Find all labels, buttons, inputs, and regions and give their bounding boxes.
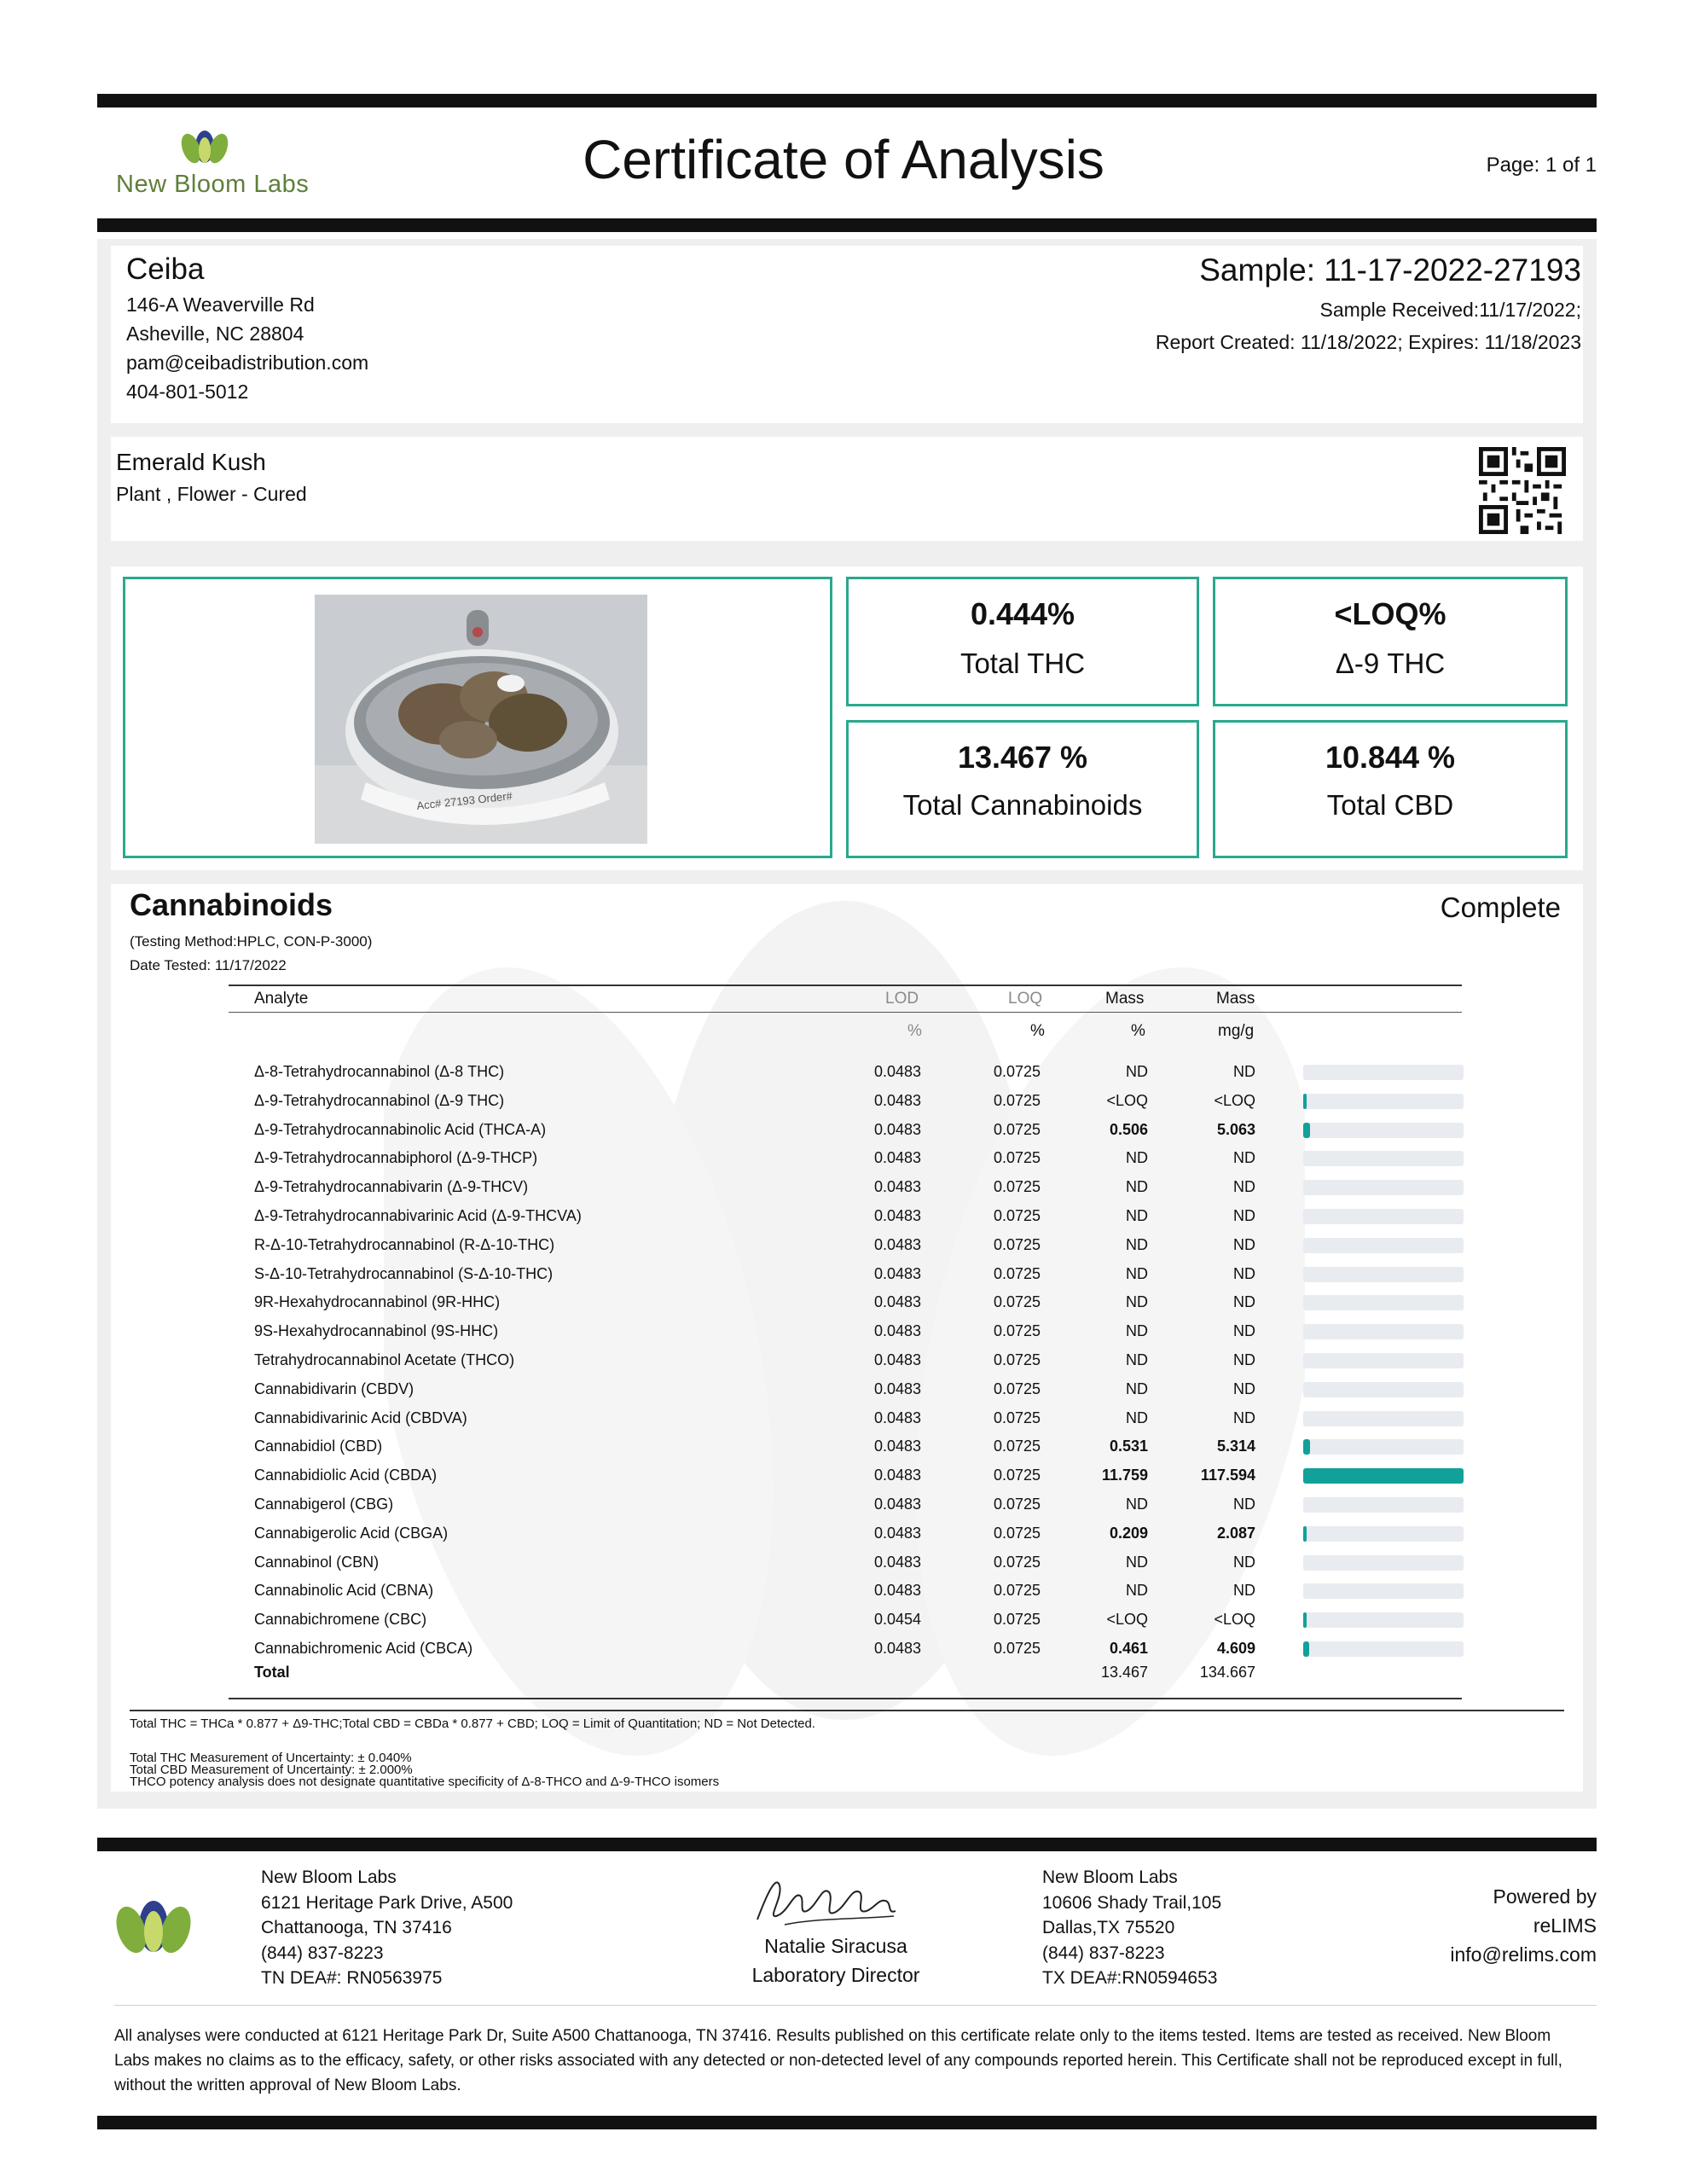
analyte-bar-track — [1303, 1468, 1464, 1484]
analyte-mass-pct: 0.506 — [1109, 1121, 1148, 1138]
analyte-loq: 0.0725 — [993, 1611, 1041, 1628]
analyte-bar-track — [1303, 1123, 1464, 1138]
analyte-bar-track — [1303, 1267, 1464, 1282]
unit-mass-pct: % — [1131, 1022, 1145, 1040]
col-lod: LOD — [885, 990, 919, 1008]
analyte-loq: 0.0725 — [993, 1496, 1041, 1513]
analyte-name: Δ-9-Tetrahydrocannabinolic Acid (THCA-A) — [254, 1121, 547, 1138]
analyte-bar-fill — [1303, 1641, 1309, 1657]
analyte-lod: 0.0483 — [873, 1351, 921, 1368]
lab2-line: Dallas,TX 75520 — [1042, 1918, 1175, 1937]
unit-mass-mg: mg/g — [1218, 1022, 1255, 1040]
analyte-lod: 0.0483 — [873, 1467, 921, 1484]
total-cbd-label: Total CBD — [1326, 789, 1454, 821]
analyte-name: Δ-9-Tetrahydrocannabivarinic Acid (Δ-9-THCVA) — [254, 1207, 582, 1224]
lab2-line: New Bloom Labs — [1042, 1867, 1178, 1887]
analyte-mass-pct: ND — [1126, 1207, 1148, 1224]
analyte-loq: 0.0725 — [993, 1236, 1041, 1253]
analyte-name: Cannabigerolic Acid (CBGA) — [254, 1525, 449, 1542]
total-row-pct: 13.467 — [1100, 1664, 1148, 1681]
disclaimer-rule — [114, 2005, 1597, 2006]
analyte-lod: 0.0483 — [873, 1409, 921, 1426]
powered-by-label: Powered by — [1493, 1885, 1597, 1908]
analyte-mass-pct: 11.759 — [1101, 1467, 1148, 1484]
analyte-mass-mg: ND — [1233, 1063, 1255, 1080]
analyte-mass-pct: 0.531 — [1109, 1438, 1148, 1455]
lab1-address — [261, 1865, 513, 1991]
analyte-mass-mg: ND — [1233, 1207, 1255, 1224]
total-cbd-box — [1213, 720, 1568, 858]
analyte-mass-mg: ND — [1233, 1149, 1255, 1166]
analyte-loq: 0.0725 — [993, 1121, 1041, 1138]
analyte-bar-track — [1303, 1353, 1464, 1368]
analyte-mass-pct: ND — [1126, 1322, 1148, 1339]
analyte-lod: 0.0483 — [873, 1149, 921, 1166]
analyte-loq: 0.0725 — [993, 1582, 1041, 1599]
analyte-loq: 0.0725 — [993, 1525, 1041, 1542]
total-cbd-value: 10.844 % — [1325, 740, 1456, 775]
logo-text: New Bloom Labs — [116, 171, 310, 198]
analyte-bar-fill — [1303, 1439, 1310, 1455]
analyte-name: Tetrahydrocannabinol Acetate (THCO) — [254, 1351, 515, 1368]
analyte-bar-track — [1303, 1411, 1464, 1426]
cannabinoids-title: Cannabinoids — [130, 887, 333, 922]
analyte-loq: 0.0725 — [993, 1322, 1041, 1339]
analyte-mass-mg: ND — [1233, 1409, 1255, 1426]
client-address1: 146-A Weaverville Rd — [126, 293, 315, 316]
analyte-mass-pct: ND — [1126, 1149, 1148, 1166]
analyte-loq: 0.0725 — [993, 1207, 1041, 1224]
analyte-bar-track — [1303, 1555, 1464, 1571]
analyte-lod: 0.0483 — [873, 1092, 921, 1109]
analyte-mass-pct: 0.461 — [1109, 1640, 1148, 1657]
sample-id: Sample: 11-17-2022-27193 — [1199, 253, 1581, 288]
analyte-lod: 0.0483 — [873, 1265, 921, 1282]
analyte-loq: 0.0725 — [993, 1438, 1041, 1455]
col-loq: LOQ — [1008, 990, 1043, 1008]
analyte-loq: 0.0725 — [993, 1092, 1041, 1109]
analyte-bar-track — [1303, 1526, 1464, 1542]
analyte-lod: 0.0483 — [873, 1554, 921, 1571]
analyte-mass-mg: ND — [1233, 1178, 1255, 1195]
lab1-line: TN DEA#: RN0563975 — [261, 1968, 443, 1988]
header-rule-thin — [229, 1012, 1462, 1013]
lab2-line: (844) 837-8223 — [1042, 1943, 1165, 1963]
lab2-line: TX DEA#:RN0594653 — [1042, 1968, 1218, 1988]
analyte-lod: 0.0483 — [873, 1121, 921, 1138]
analyte-name: Cannabichromenic Acid (CBCA) — [254, 1640, 473, 1657]
analyte-mass-pct: ND — [1126, 1496, 1148, 1513]
analyte-mass-mg: ND — [1233, 1554, 1255, 1571]
analyte-mass-mg: ND — [1233, 1496, 1255, 1513]
analyte-name: Cannabigerol (CBG) — [254, 1496, 394, 1513]
table-top-rule — [229, 985, 1462, 986]
total-cannabinoids-box — [846, 720, 1199, 858]
total-row-mg: 134.667 — [1199, 1664, 1255, 1681]
analyte-bar-track — [1303, 1180, 1464, 1195]
analyte-bar-track — [1303, 1238, 1464, 1253]
page-number: Page: 1 of 1 — [1486, 154, 1597, 177]
client-phone: 404-801-5012 — [126, 380, 249, 403]
analyte-name: Cannabichromene (CBC) — [254, 1611, 427, 1628]
analyte-name: Δ-9-Tetrahydrocannabivarin (Δ-9-THCV) — [254, 1178, 529, 1195]
analyte-lod: 0.0483 — [873, 1236, 921, 1253]
analyte-bar-fill — [1303, 1526, 1307, 1542]
analyte-name: Δ-9-Tetrahydrocannabinol (Δ-9 THC) — [254, 1092, 505, 1109]
unit-loq: % — [1030, 1022, 1045, 1040]
powered-by-email[interactable]: info@relims.com — [1450, 1943, 1597, 1966]
analyte-loq: 0.0725 — [993, 1178, 1041, 1195]
analyte-lod: 0.0483 — [873, 1178, 921, 1195]
report-dates: Report Created: 11/18/2022; Expires: 11/18/2023 — [1155, 331, 1581, 353]
analyte-mass-pct: ND — [1126, 1380, 1148, 1397]
powered-by-brand[interactable]: reLIMS — [1533, 1914, 1597, 1937]
total-thc-label: Total THC — [959, 648, 1086, 679]
footer-rule — [97, 1838, 1597, 1851]
lab1-line: 6121 Heritage Park Drive, A500 — [261, 1892, 513, 1913]
analyte-mass-pct: <LOQ — [1106, 1611, 1148, 1628]
sample-received: Sample Received:11/17/2022; — [1319, 299, 1581, 321]
analyte-bar-fill — [1303, 1468, 1464, 1484]
analyte-lod: 0.0454 — [873, 1611, 921, 1628]
analyte-mass-mg: ND — [1233, 1293, 1255, 1310]
analyte-lod: 0.0483 — [873, 1640, 921, 1657]
analyte-loq: 0.0725 — [993, 1409, 1041, 1426]
analyte-bar-track — [1303, 1497, 1464, 1513]
analyte-bar-fill — [1303, 1094, 1307, 1109]
testing-method: (Testing Method:HPLC, CON-P-3000) — [130, 933, 373, 950]
total-thc-value: 0.444% — [970, 596, 1075, 631]
lab1-line: Chattanooga, TN 37416 — [261, 1918, 452, 1937]
analyte-mass-mg: ND — [1233, 1322, 1255, 1339]
analyte-loq: 0.0725 — [993, 1293, 1041, 1310]
delta9-thc-label: Δ-9 THC — [1335, 648, 1446, 679]
analyte-bar-track — [1303, 1641, 1464, 1657]
table-bottom-rule — [229, 1698, 1462, 1699]
analyte-mass-pct: ND — [1126, 1265, 1148, 1282]
analyte-mass-mg: 2.087 — [1216, 1525, 1255, 1542]
analyte-lod: 0.0483 — [873, 1207, 921, 1224]
analyte-bar-track — [1303, 1583, 1464, 1599]
analyte-bar-track — [1303, 1151, 1464, 1166]
analyte-name: Cannabidivarin (CBDV) — [254, 1380, 415, 1397]
analyte-lod: 0.0483 — [873, 1293, 921, 1310]
analyte-loq: 0.0725 — [993, 1265, 1041, 1282]
analyte-lod: 0.0483 — [873, 1438, 921, 1455]
top-rule — [97, 94, 1597, 107]
analyte-bar-track — [1303, 1209, 1464, 1224]
analyte-loq: 0.0725 — [993, 1063, 1041, 1080]
total-cannabinoids-value: 13.467 % — [957, 740, 1088, 775]
analyte-mass-pct: ND — [1126, 1582, 1148, 1599]
unit-lod: % — [907, 1022, 922, 1040]
analyte-mass-mg: <LOQ — [1214, 1611, 1255, 1628]
analyte-bar-track — [1303, 1382, 1464, 1397]
sample-photo-frame — [123, 577, 832, 858]
analyte-mass-mg: ND — [1233, 1351, 1255, 1368]
total-cannabinoids-label: Total Cannabinoids — [902, 789, 1143, 821]
analyte-bar-track — [1303, 1324, 1464, 1339]
footer-logo-icon — [114, 1897, 193, 1959]
total-row-label: Total — [254, 1664, 290, 1681]
analyte-mass-mg: 5.063 — [1216, 1121, 1255, 1138]
analyte-lod: 0.0483 — [873, 1063, 921, 1080]
analyte-lod: 0.0483 — [873, 1496, 921, 1513]
powered-by — [1450, 1882, 1597, 1969]
total-thc-box — [846, 577, 1199, 706]
analyte-bar-track — [1303, 1065, 1464, 1080]
product-type: Plant , Flower - Cured — [116, 483, 307, 505]
delta9-thc-box — [1213, 577, 1568, 706]
qr-code-icon[interactable] — [1479, 447, 1566, 534]
analyte-name: Cannabinolic Acid (CBNA) — [254, 1582, 434, 1599]
analyte-mass-mg: ND — [1233, 1582, 1255, 1599]
signer-name: Natalie Siracusa — [764, 1935, 907, 1957]
disclaimer-text: All analyses were conducted at 6121 Heritage Park Dr, Suite A500 Chattanooga, TN 37416. Results published on this certificate relate only to the items tested. Items are tested as received. New Bloom Labs makes no claims as to the efficacy, safety, or other risks associated with any detected or non-detected level of any compounds reported herein. This Certificate shall not be reproduced except in full, without the written approval of New Bloom Labs. — [114, 2027, 1562, 2094]
formula-note: Total THC = THCa * 0.877 + Δ9-THC;Total CBD = CBDa * 0.877 + CBD; LOQ = Limit of Quantitation; ND = Not Detected. — [130, 1716, 815, 1731]
analyte-loq: 0.0725 — [993, 1467, 1041, 1484]
signature-image — [751, 1867, 904, 1935]
analyte-name: Δ-8-Tetrahydrocannabinol (Δ-8 THC) — [254, 1063, 505, 1080]
analyte-mass-mg: ND — [1233, 1265, 1255, 1282]
analyte-mass-mg: 4.609 — [1216, 1640, 1255, 1657]
analyte-mass-pct: ND — [1126, 1178, 1148, 1195]
analyte-bar-track — [1303, 1295, 1464, 1310]
uncertainty-thc-note: Total THC Measurement of Uncertainty: ± 0.040% — [130, 1751, 412, 1765]
uncertainty-cbd-note: Total CBD Measurement of Uncertainty: ± 2.000% — [130, 1763, 413, 1777]
analyte-bar-track — [1303, 1439, 1464, 1455]
analyte-name: 9S-Hexahydrocannabinol (9S-HHC) — [254, 1322, 499, 1339]
analyte-loq: 0.0725 — [993, 1149, 1041, 1166]
analyte-mass-pct: <LOQ — [1106, 1092, 1148, 1109]
photo-label: Acc# 27193 Order# — [415, 789, 513, 812]
analyte-loq: 0.0725 — [993, 1554, 1041, 1571]
analyte-bar-track — [1303, 1094, 1464, 1109]
analyte-lod: 0.0483 — [873, 1525, 921, 1542]
product-name: Emerald Kush — [116, 449, 266, 475]
col-mass-pct: Mass — [1105, 990, 1145, 1008]
analyte-loq: 0.0725 — [993, 1351, 1041, 1368]
lab1-line: New Bloom Labs — [261, 1867, 397, 1887]
col-mass-mg: Mass — [1216, 990, 1255, 1008]
analyte-mass-mg: ND — [1233, 1380, 1255, 1397]
analyte-name: Cannabidiolic Acid (CBDA) — [254, 1467, 438, 1484]
analyte-name: Cannabidivarinic Acid (CBDVA) — [254, 1409, 467, 1426]
analyte-loq: 0.0725 — [993, 1380, 1041, 1397]
thco-note: THCO potency analysis does not designate quantitative specificity of Δ-8-THCO and Δ-9-THCO isomers — [130, 1774, 720, 1789]
cannabinoids-status: Complete — [1440, 892, 1561, 923]
analyte-bar-track — [1303, 1612, 1464, 1628]
analyte-lod: 0.0483 — [873, 1582, 921, 1599]
analyte-mass-pct: 0.209 — [1109, 1525, 1148, 1542]
analyte-name: 9R-Hexahydrocannabinol (9R-HHC) — [254, 1293, 501, 1310]
analyte-loq: 0.0725 — [993, 1640, 1041, 1657]
analyte-name: Cannabidiol (CBD) — [254, 1438, 383, 1455]
lab2-line: 10606 Shady Trail,105 — [1042, 1892, 1222, 1913]
analyte-mass-pct: ND — [1126, 1351, 1148, 1368]
analyte-name: R-Δ-10-Tetrahydrocannabinol (R-Δ-10-THC) — [254, 1236, 555, 1253]
analyte-name: Cannabinol (CBN) — [254, 1554, 380, 1571]
analyte-name: Δ-9-Tetrahydrocannabiphorol (Δ-9-THCP) — [254, 1149, 538, 1166]
analyte-mass-mg: ND — [1233, 1236, 1255, 1253]
analyte-mass-mg: 5.314 — [1216, 1438, 1255, 1455]
bottom-rule — [97, 2116, 1597, 2129]
analyte-mass-pct: ND — [1126, 1236, 1148, 1253]
client-name: Ceiba — [126, 253, 205, 286]
analyte-mass-pct: ND — [1126, 1063, 1148, 1080]
notes-rule — [130, 1710, 1564, 1711]
page-title: Certificate of Analysis — [583, 129, 1104, 190]
analyte-bar-fill — [1303, 1123, 1310, 1138]
product-card — [111, 437, 1583, 541]
lab2-address — [1042, 1865, 1221, 1991]
analyte-mass-pct: ND — [1126, 1409, 1148, 1426]
analyte-lod: 0.0483 — [873, 1380, 921, 1397]
analyte-mass-pct: ND — [1126, 1293, 1148, 1310]
client-email[interactable]: pam@ceibadistribution.com — [126, 351, 369, 374]
col-analyte: Analyte — [254, 990, 309, 1008]
lab1-line: (844) 837-8223 — [261, 1943, 384, 1963]
delta9-thc-value: <LOQ% — [1334, 596, 1446, 631]
sample-photo-image — [315, 595, 647, 844]
date-tested: Date Tested: 11/17/2022 — [130, 957, 287, 973]
analyte-lod: 0.0483 — [873, 1322, 921, 1339]
analyte-bar-fill — [1303, 1612, 1307, 1628]
signer-title: Laboratory Director — [751, 1964, 920, 1986]
analyte-name: S-Δ-10-Tetrahydrocannabinol (S-Δ-10-THC) — [254, 1265, 554, 1282]
analyte-mass-mg: 117.594 — [1200, 1467, 1255, 1484]
header-rule — [97, 218, 1597, 232]
analyte-mass-pct: ND — [1126, 1554, 1148, 1571]
analyte-mass-mg: <LOQ — [1214, 1092, 1255, 1109]
client-address2: Asheville, NC 28804 — [126, 322, 304, 345]
